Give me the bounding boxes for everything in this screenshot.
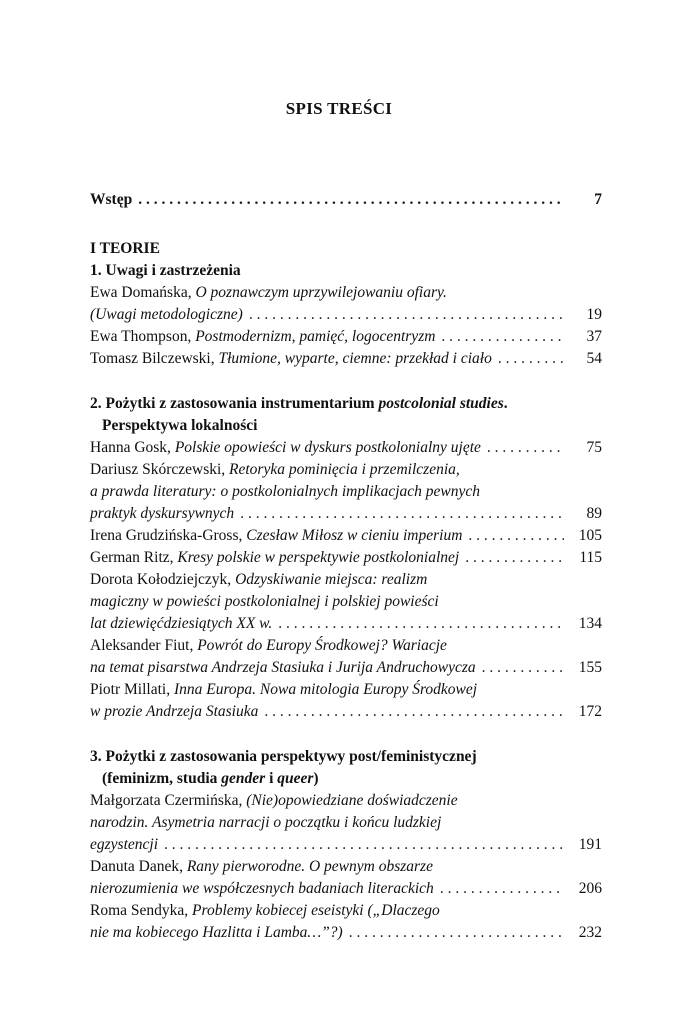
entry-title: O poznawczym uprzywilejowaniu ofiary.	[195, 284, 447, 301]
entry-author: Roma Sendyka,	[90, 902, 193, 919]
page-number: 89	[586, 505, 602, 522]
page-number: 206	[578, 880, 602, 897]
page-number: 155	[578, 659, 602, 676]
dot-leader	[487, 437, 564, 459]
section-heading: 3. Pożytki z zastosowania perspektywy post/feministycznej	[90, 748, 477, 765]
page-number: 7	[594, 191, 602, 208]
entry-title: Problemy kobiecej eseistyki („Dlaczego	[192, 902, 440, 919]
page-title: SPIS TREŚCI	[285, 99, 393, 118]
entry-title: Czesław Miłosz w cieniu imperium	[246, 527, 463, 544]
entry-title: Kresy polskie w perspektywie postkolonialnej	[177, 549, 460, 566]
entry-title-cont: egzystencji	[90, 836, 159, 853]
entry-title: Odzyskiwanie miejsca: realizm	[235, 571, 428, 588]
page-number: 54	[586, 350, 602, 367]
part-heading: I TEORIE	[90, 240, 160, 257]
toc-entry	[90, 326, 602, 348]
entry-title: Powrót do Europy Środkowej? Wariacje	[197, 637, 447, 654]
entry-author: Irena Grudzińska-Gross,	[90, 527, 247, 544]
toc-entry	[90, 348, 602, 370]
entry-title-cont: nie ma kobiecego Hazlitta i Lamba…”?)	[90, 924, 343, 941]
toc-entry	[90, 790, 602, 856]
dot-leader	[249, 304, 564, 326]
entry-title: Rany pierworodne. O pewnym obszarze	[186, 858, 433, 875]
dot-leader	[240, 503, 564, 525]
entry-author: Tomasz Bilczewski,	[90, 350, 219, 367]
toc-entry	[90, 635, 602, 679]
table-of-contents	[90, 189, 602, 944]
entry-title-cont: na temat pisarstwa Andrzeja Stasiuka i Jurija Andruchowycza	[90, 659, 476, 676]
entry-author: Dariusz Skórczewski,	[90, 461, 230, 478]
entry-title: Retoryka pominięcia i przemilczenia,	[229, 461, 460, 478]
dot-leader	[278, 613, 564, 635]
entry-title-cont: (Uwagi metodologiczne)	[90, 306, 243, 323]
entry-author: Aleksander Fiut,	[90, 637, 198, 654]
dot-leader	[468, 525, 564, 547]
page-number: 37	[586, 328, 602, 345]
entry-title: Inna Europa. Nowa mitologia Europy Środkowej	[173, 681, 478, 698]
entry-author: German Ritz,	[90, 549, 178, 566]
entry-title: Polskie opowieści w dyskurs postkolonialny ujęte	[174, 439, 481, 456]
page-number: 134	[578, 615, 602, 632]
entry-title-cont: magiczny w powieści postkolonialnej i polskiej powieści	[90, 593, 439, 610]
page-number: 19	[586, 306, 602, 323]
toc-entry-intro	[90, 189, 602, 211]
dot-leader	[498, 348, 564, 370]
entry-title: Wstęp	[90, 191, 133, 208]
entry-title-cont: narodzin. Asymetria narracji o początku i końcu ludzkiej	[90, 814, 442, 831]
entry-title: Tłumione, wyparte, ciemne: przekład i ciało	[218, 350, 492, 367]
entry-title: Postmodernizm, pamięć, logocentryzm	[195, 328, 436, 345]
dot-leader	[264, 701, 564, 723]
page-number: 232	[578, 924, 602, 941]
section-heading: 2. Pożytki z zastosowania instrumentarium postcolonial studies.	[90, 395, 508, 412]
entry-author: Hanna Gosk,	[90, 439, 175, 456]
entry-title: (Nie)opowiedziane doświadczenie	[246, 792, 458, 809]
entry-title-cont: praktyk dyskursywnych	[90, 505, 235, 522]
entry-title-cont: a prawda literatury: o postkolonialnych implikacjach pewnych	[90, 483, 481, 500]
section-heading-cont: (feminizm, studia gender i queer)	[102, 770, 319, 787]
entry-author: Ewa Domańska,	[90, 284, 196, 301]
page-number: 172	[578, 703, 602, 720]
toc-entry	[90, 679, 602, 723]
page-number: 75	[586, 439, 602, 456]
dot-leader	[349, 922, 564, 944]
entry-author: Piotr Millati,	[90, 681, 174, 698]
entry-title-cont: nierozumienia we współczesnych badaniach literackich	[90, 880, 434, 897]
page-number: 191	[578, 836, 602, 853]
page-number: 115	[579, 549, 602, 566]
entry-author: Ewa Thompson,	[90, 328, 196, 345]
toc-entry	[90, 569, 602, 635]
entry-title-cont: w prozie Andrzeja Stasiuka	[90, 703, 259, 720]
entry-author: Dorota Kołodziejczyk,	[90, 571, 236, 588]
entry-author: Danuta Danek,	[90, 858, 187, 875]
toc-entry	[90, 856, 602, 900]
toc-entry	[90, 547, 602, 569]
toc-entry	[90, 525, 602, 547]
page-number: 105	[578, 527, 602, 544]
dot-leader	[482, 657, 564, 679]
section-heading-cont: Perspektywa lokalności	[102, 417, 258, 434]
toc-entry	[90, 437, 602, 459]
section-heading: 1. Uwagi i zastrzeżenia	[90, 262, 241, 279]
toc-entry	[90, 282, 602, 326]
entry-title-cont: lat dziewięćdziesiątych XX w.	[90, 615, 273, 632]
dot-leader	[441, 326, 564, 348]
dot-leader	[440, 878, 564, 900]
dot-leader	[138, 189, 564, 211]
toc-entry	[90, 459, 602, 525]
entry-author: Małgorzata Czermińska,	[90, 792, 247, 809]
dot-leader	[164, 834, 564, 856]
toc-entry	[90, 900, 602, 944]
dot-leader	[465, 547, 564, 569]
